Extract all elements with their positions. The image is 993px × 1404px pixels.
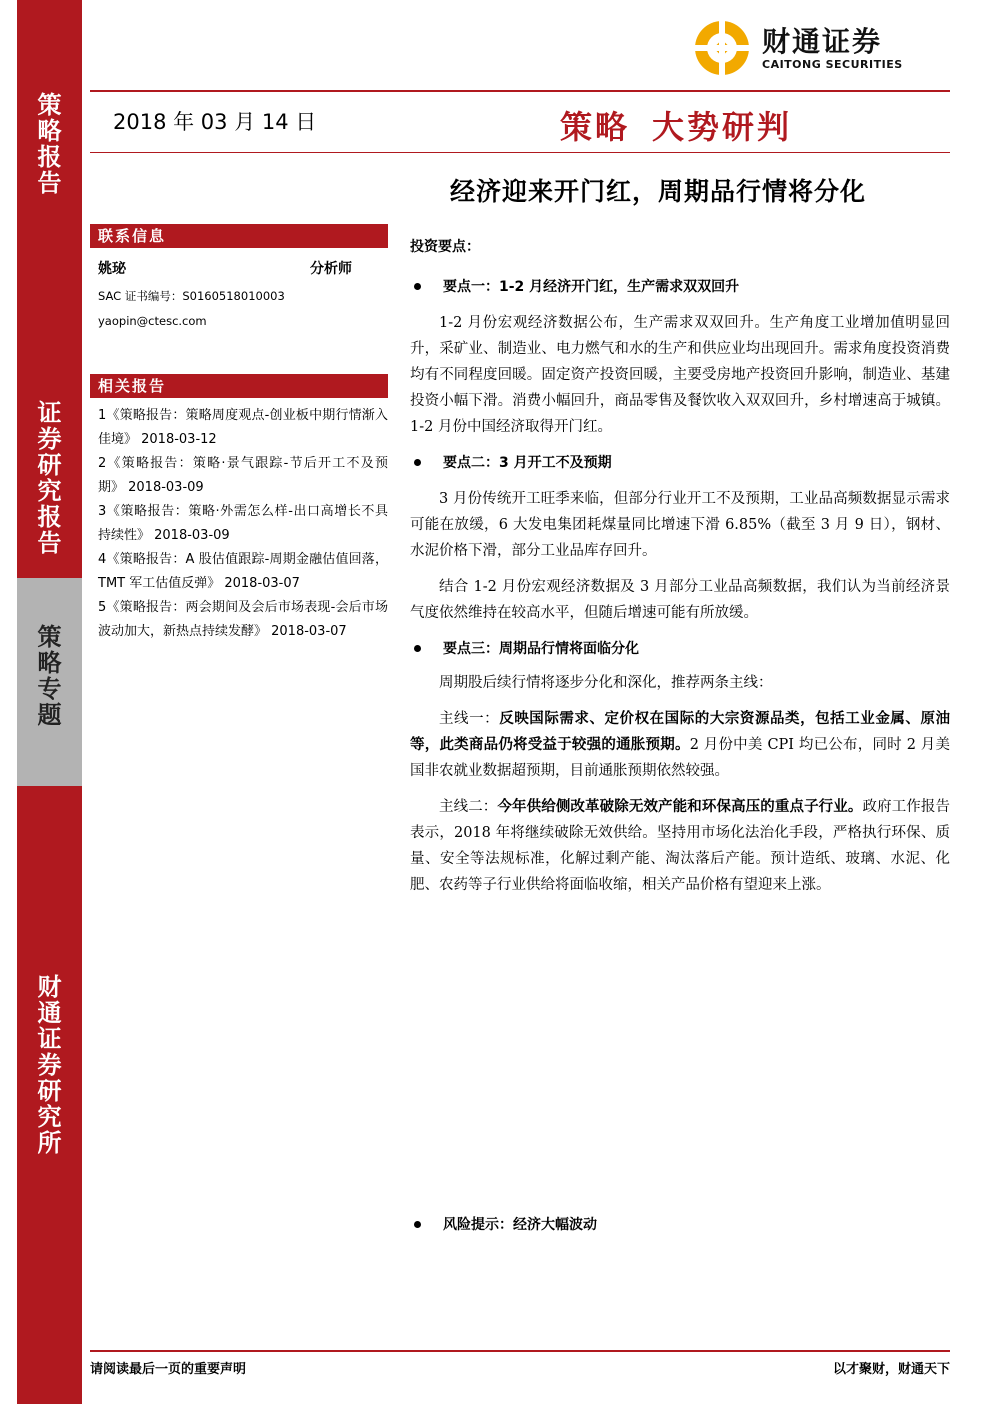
page-footer [90, 1358, 950, 1377]
contact-header: 联系信息 [90, 224, 388, 248]
sidebar-label [38, 624, 62, 728]
sidebar-char: 通 [37, 999, 62, 1027]
related-report-list [90, 404, 388, 644]
investment-points-heading: 投资要点： [410, 239, 480, 255]
sidebar-char: 证 [37, 1025, 62, 1053]
sidebar-label [38, 974, 62, 1156]
category-tag-b: 大势研判 [652, 108, 793, 146]
sidebar-char: 究 [37, 477, 62, 505]
sidebar-char: 专 [37, 675, 62, 703]
main-line-two-rest: 政府工作报告表示，2018 年将继续破除无效供给。坚持用市场化法治化手段，严格执行环保、质量、安全等法规标准，化解过剩产能、淘汰落后产能。预计造纸、玻璃、水泥、化肥、农药等子行业供给将面临收缩，相关产品价格有望迎来上涨。 [410, 799, 951, 893]
report-category [560, 102, 792, 148]
sidebar-char: 略 [37, 649, 62, 677]
logo-english-name: CAITONG SECURITIES [762, 57, 903, 71]
sidebar-char: 告 [37, 529, 62, 557]
investment-points [410, 236, 950, 898]
report-date: 2018 年 03 月 14 日 [113, 110, 317, 134]
related-report-item[interactable]: 4《策略报告：A 股估值跟踪-周期金融估值回落，TMT 军工估值反弹》 2018-03-07 [98, 552, 388, 591]
sidebar-char: 财 [37, 973, 62, 1001]
logo-chinese-name: 财通证券 [762, 24, 883, 58]
point-three-intro: 周期股后续行情将逐步分化和深化，推荐两条主线： [439, 675, 773, 691]
main-line-two-lead: 主线二： [439, 799, 498, 815]
related-reports-panel [90, 374, 388, 644]
main-line-one-lead: 主线一： [439, 711, 500, 727]
point-three [410, 638, 950, 658]
sidebar-label [38, 92, 62, 196]
contact-panel [90, 224, 388, 328]
bullet-icon [414, 1221, 421, 1228]
sidebar-char: 策 [37, 91, 62, 119]
analyst-email[interactable]: yaopin@ctesc.com [98, 314, 207, 328]
related-report-item[interactable]: 5《策略报告：两会期间及会后市场表现-会后市场波动加大，新热点持续发酵》 2018-03-07 [98, 600, 388, 639]
sidebar-char: 究 [37, 1103, 62, 1131]
point-two-body: 3 月份传统开工旺季来临，但部分行业开工不及预期，工业品高频数据显示需求可能在放缓，6 大发电集团耗煤量同比增速下滑 6.85%（截至 3 月 9 日），钢材、水泥价格下滑，部分工业品库存回升。 [410, 491, 950, 559]
main-line-one-emphasis: 反映国际需求、定价权在国际的大宗资源品类，包括工业金属、原油等，此类商品仍将受益于较强的通胀预期。 [410, 710, 951, 753]
risk-warning-text: 风险提示：经济大幅波动 [443, 1217, 597, 1233]
footer-disclaimer-link[interactable]: 请阅读最后一页的重要声明 [90, 1362, 247, 1377]
analyst-role: 分析师 [310, 261, 352, 277]
related-report-item[interactable]: 1《策略报告：策略周度观点-创业板中期行情渐入佳境》 2018-03-12 [98, 408, 388, 447]
main-line-two [410, 794, 950, 898]
point-two-conclusion: 结合 1-2 月份宏观经济数据及 3 月部分工业品高频数据，我们认为当前经济景气度依然维持在较高水平，但随后增速可能有所放缓。 [410, 579, 950, 621]
related-header: 相关报告 [90, 374, 388, 398]
company-logo [692, 16, 903, 80]
sidebar-char: 证 [37, 399, 62, 427]
related-report-item[interactable]: 2《策略报告：策略·景气跟踪-节后开工不及预期》 2018-03-09 [98, 456, 388, 495]
footer-slogan: 以才聚财，财通天下 [832, 1362, 950, 1377]
sidebar-char: 告 [37, 169, 62, 197]
bullet-icon [414, 645, 421, 652]
point-one [410, 276, 950, 296]
sidebar-char: 报 [37, 143, 62, 171]
sidebar-char: 略 [37, 117, 62, 145]
sidebar-char: 券 [37, 425, 62, 453]
main-line-one [410, 706, 950, 784]
sidebar-char: 报 [37, 503, 62, 531]
sidebar-institute [17, 786, 82, 1404]
related-report-item[interactable]: 3《策略报告：策略·外需怎么样-出口高增长不具持续性》 2018-03-09 [98, 504, 388, 543]
main-line-two-emphasis: 今年供给侧改革破除无效产能和环保高压的重点子行业。 [497, 798, 863, 815]
risk-warning [410, 1214, 597, 1234]
point-one-body: 1-2 月份宏观经济数据公布，生产需求双双回升。生产角度工业增加值明显回升，采矿业、制造业、电力燃气和水的生产和供应业均出现回升。需求角度投资消费均有不同程度回暖。固定资产投资回暖，主要受房地产投资回升影响，制造业、基建投资小幅下滑。消费小幅回升，商品零售及餐饮收入双双回升，乡村增速高于城镇。1-2 月份中国经济取得开门红。 [410, 315, 950, 435]
point-three-title: 要点三：周期品行情将面临分化 [443, 641, 639, 657]
sidebar-strategy-report [17, 0, 82, 372]
footer-rule [90, 1350, 950, 1352]
sidebar-char: 券 [37, 1051, 62, 1079]
sidebar-label [38, 400, 62, 556]
main-line-one-rest: 2 月份中美 CPI 均已公布，同时 2 月美国非农就业数据超预期，目前通胀预期依然较强。 [410, 737, 951, 779]
sidebar-char: 策 [37, 623, 62, 651]
sidebar-char: 研 [37, 1077, 62, 1105]
sac-cert: SAC 证书编号：S0160518010003 [98, 289, 285, 303]
title-rule [90, 152, 950, 153]
caitong-logo-icon [692, 18, 752, 78]
bullet-icon [414, 459, 421, 466]
sidebar-research-report [17, 372, 82, 578]
sidebar-char: 所 [37, 1129, 62, 1157]
sidebar-char: 研 [37, 451, 62, 479]
bullet-icon [414, 283, 421, 290]
point-one-title: 要点一：1-2 月经济开门红，生产需求双双回升 [443, 279, 740, 295]
analyst-name: 姚珌 [98, 261, 126, 277]
category-tag-a: 策略 [560, 108, 631, 146]
sidebar-strategy-topic [17, 578, 82, 786]
header-rule [90, 90, 950, 92]
point-two [410, 452, 950, 472]
sidebar-char: 题 [37, 701, 62, 729]
report-title: 经济迎来开门红，周期品行情将分化 [450, 177, 867, 206]
point-two-title: 要点二：3 月开工不及预期 [443, 455, 612, 471]
